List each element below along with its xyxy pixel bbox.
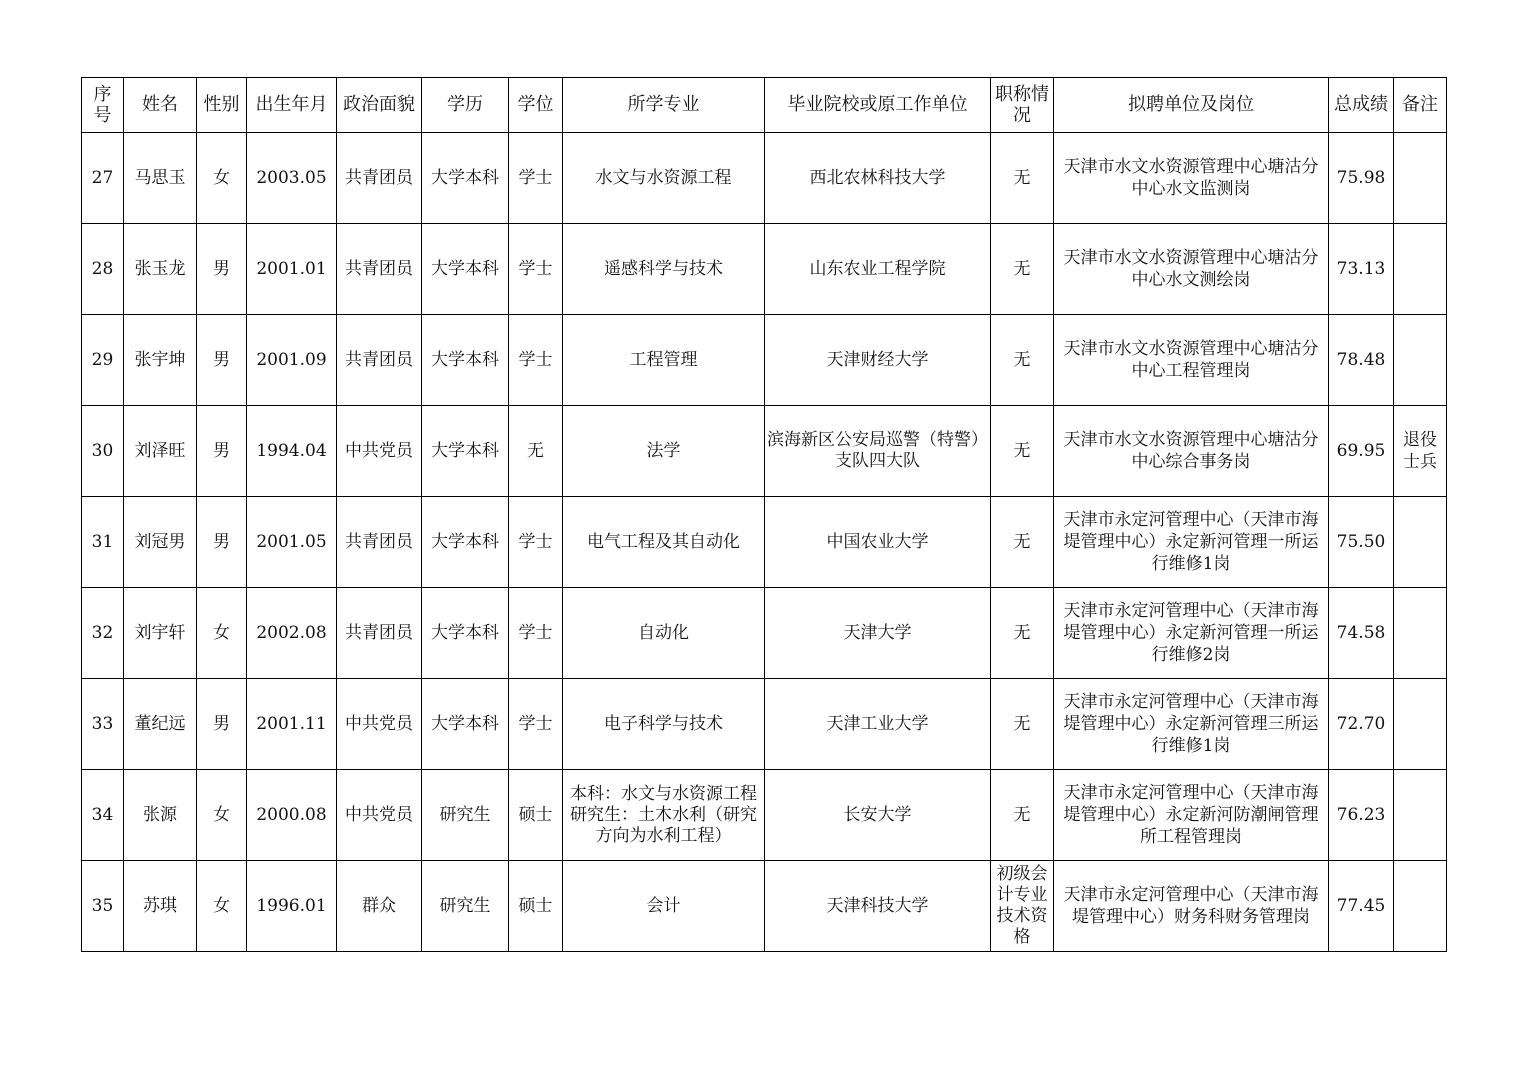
position-cell: 天津市水文水资源管理中心塘沽分中心工程管理岗	[1054, 315, 1329, 406]
score-cell: 78.48	[1329, 315, 1394, 406]
header-cell: 政治面貌	[337, 78, 422, 133]
title-cell: 无	[991, 679, 1054, 770]
birth-cell: 2001.09	[247, 315, 337, 406]
position-cell: 天津市水文水资源管理中心塘沽分中心水文测绘岗	[1054, 224, 1329, 315]
birth-cell: 1994.04	[247, 406, 337, 497]
major-cell: 会计	[563, 861, 765, 952]
school-cell: 中国农业大学	[765, 497, 991, 588]
school-cell: 滨海新区公安局巡警（特警）支队四大队	[765, 406, 991, 497]
major-cell: 水文与水资源工程	[563, 133, 765, 224]
school-cell: 天津科技大学	[765, 861, 991, 952]
name-cell: 刘宇轩	[124, 588, 197, 679]
education-cell: 大学本科	[422, 315, 509, 406]
birth-cell: 2003.05	[247, 133, 337, 224]
score-cell: 72.70	[1329, 679, 1394, 770]
table-body	[82, 133, 1447, 952]
remark-cell	[1394, 497, 1447, 588]
name-cell: 苏琪	[124, 861, 197, 952]
gender-cell: 女	[197, 861, 247, 952]
position-cell: 天津市永定河管理中心（天津市海堤管理中心）财务科财务管理岗	[1054, 861, 1329, 952]
education-cell: 大学本科	[422, 224, 509, 315]
school-cell: 天津财经大学	[765, 315, 991, 406]
header-cell: 拟聘单位及岗位	[1054, 78, 1329, 133]
birth-cell: 2002.08	[247, 588, 337, 679]
score-cell: 74.58	[1329, 588, 1394, 679]
school-cell: 天津工业大学	[765, 679, 991, 770]
degree-cell: 学士	[509, 315, 563, 406]
header-cell: 所学专业	[563, 78, 765, 133]
row-number: 29	[82, 315, 124, 406]
birth-cell: 2001.01	[247, 224, 337, 315]
table-row	[82, 497, 1447, 588]
major-cell: 工程管理	[563, 315, 765, 406]
birth-cell: 2000.08	[247, 770, 337, 861]
table-row	[82, 861, 1447, 952]
school-cell: 天津大学	[765, 588, 991, 679]
score-cell: 73.13	[1329, 224, 1394, 315]
degree-cell: 硕士	[509, 770, 563, 861]
degree-cell: 学士	[509, 588, 563, 679]
major-cell: 电气工程及其自动化	[563, 497, 765, 588]
header-cell: 序号	[82, 78, 124, 133]
title-cell: 无	[991, 133, 1054, 224]
header-cell: 毕业院校或原工作单位	[765, 78, 991, 133]
header-cell: 学位	[509, 78, 563, 133]
degree-cell: 学士	[509, 224, 563, 315]
major-cell: 法学	[563, 406, 765, 497]
major-cell: 自动化	[563, 588, 765, 679]
title-cell: 无	[991, 315, 1054, 406]
score-cell: 75.98	[1329, 133, 1394, 224]
remark-cell	[1394, 861, 1447, 952]
position-cell: 天津市永定河管理中心（天津市海堤管理中心）永定新河管理三所运行维修1岗	[1054, 679, 1329, 770]
political-cell: 中共党员	[337, 406, 422, 497]
row-number: 27	[82, 133, 124, 224]
remark-cell	[1394, 679, 1447, 770]
title-cell: 初级会计专业技术资格	[991, 861, 1054, 952]
degree-cell: 学士	[509, 133, 563, 224]
table-row	[82, 406, 1447, 497]
title-cell: 无	[991, 224, 1054, 315]
birth-cell: 1996.01	[247, 861, 337, 952]
header-cell: 总成绩	[1329, 78, 1394, 133]
degree-cell: 硕士	[509, 861, 563, 952]
header-cell: 出生年月	[247, 78, 337, 133]
name-cell: 张宇坤	[124, 315, 197, 406]
birth-cell: 2001.05	[247, 497, 337, 588]
gender-cell: 男	[197, 315, 247, 406]
row-number: 34	[82, 770, 124, 861]
position-cell: 天津市水文水资源管理中心塘沽分中心综合事务岗	[1054, 406, 1329, 497]
title-cell: 无	[991, 770, 1054, 861]
degree-cell: 无	[509, 406, 563, 497]
name-cell: 刘泽旺	[124, 406, 197, 497]
row-number: 31	[82, 497, 124, 588]
recruitment-table	[81, 77, 1447, 952]
education-cell: 研究生	[422, 770, 509, 861]
gender-cell: 女	[197, 770, 247, 861]
school-cell: 山东农业工程学院	[765, 224, 991, 315]
title-cell: 无	[991, 588, 1054, 679]
position-cell: 天津市永定河管理中心（天津市海堤管理中心）永定新河防潮闸管理所工程管理岗	[1054, 770, 1329, 861]
score-cell: 76.23	[1329, 770, 1394, 861]
education-cell: 大学本科	[422, 406, 509, 497]
education-cell: 大学本科	[422, 133, 509, 224]
name-cell: 董纪远	[124, 679, 197, 770]
political-cell: 中共党员	[337, 770, 422, 861]
table-row	[82, 315, 1447, 406]
title-cell: 无	[991, 497, 1054, 588]
school-cell: 长安大学	[765, 770, 991, 861]
name-cell: 刘冠男	[124, 497, 197, 588]
major-cell: 本科：水文与水资源工程 研究生：土木水利（研究方向为水利工程）	[563, 770, 765, 861]
name-cell: 马思玉	[124, 133, 197, 224]
score-cell: 69.95	[1329, 406, 1394, 497]
title-cell: 无	[991, 406, 1054, 497]
education-cell: 研究生	[422, 861, 509, 952]
name-cell: 张玉龙	[124, 224, 197, 315]
row-number: 30	[82, 406, 124, 497]
education-cell: 大学本科	[422, 588, 509, 679]
table-row	[82, 588, 1447, 679]
remark-cell: 退役士兵	[1394, 406, 1447, 497]
header-cell: 性别	[197, 78, 247, 133]
header-cell: 备注	[1394, 78, 1447, 133]
gender-cell: 男	[197, 679, 247, 770]
degree-cell: 学士	[509, 679, 563, 770]
major-cell: 遥感科学与技术	[563, 224, 765, 315]
header-cell: 学历	[422, 78, 509, 133]
birth-cell: 2001.11	[247, 679, 337, 770]
political-cell: 共青团员	[337, 315, 422, 406]
table-row	[82, 224, 1447, 315]
political-cell: 中共党员	[337, 679, 422, 770]
gender-cell: 女	[197, 133, 247, 224]
major-cell: 电子科学与技术	[563, 679, 765, 770]
remark-cell	[1394, 224, 1447, 315]
score-cell: 77.45	[1329, 861, 1394, 952]
political-cell: 群众	[337, 861, 422, 952]
gender-cell: 女	[197, 588, 247, 679]
header-cell: 姓名	[124, 78, 197, 133]
name-cell: 张源	[124, 770, 197, 861]
table-row	[82, 133, 1447, 224]
political-cell: 共青团员	[337, 497, 422, 588]
row-number: 35	[82, 861, 124, 952]
education-cell: 大学本科	[422, 679, 509, 770]
gender-cell: 男	[197, 497, 247, 588]
education-cell: 大学本科	[422, 497, 509, 588]
gender-cell: 男	[197, 224, 247, 315]
position-cell: 天津市永定河管理中心（天津市海堤管理中心）永定新河管理一所运行维修1岗	[1054, 497, 1329, 588]
score-cell: 75.50	[1329, 497, 1394, 588]
row-number: 32	[82, 588, 124, 679]
position-cell: 天津市水文水资源管理中心塘沽分中心水文监测岗	[1054, 133, 1329, 224]
header-row	[82, 78, 1447, 133]
header-cell: 职称情况	[991, 78, 1054, 133]
political-cell: 共青团员	[337, 133, 422, 224]
school-cell: 西北农林科技大学	[765, 133, 991, 224]
remark-cell	[1394, 770, 1447, 861]
remark-cell	[1394, 315, 1447, 406]
political-cell: 共青团员	[337, 588, 422, 679]
table-row	[82, 679, 1447, 770]
remark-cell	[1394, 133, 1447, 224]
table-row	[82, 770, 1447, 861]
row-number: 28	[82, 224, 124, 315]
political-cell: 共青团员	[337, 224, 422, 315]
gender-cell: 男	[197, 406, 247, 497]
position-cell: 天津市永定河管理中心（天津市海堤管理中心）永定新河管理一所运行维修2岗	[1054, 588, 1329, 679]
degree-cell: 学士	[509, 497, 563, 588]
row-number: 33	[82, 679, 124, 770]
remark-cell	[1394, 588, 1447, 679]
